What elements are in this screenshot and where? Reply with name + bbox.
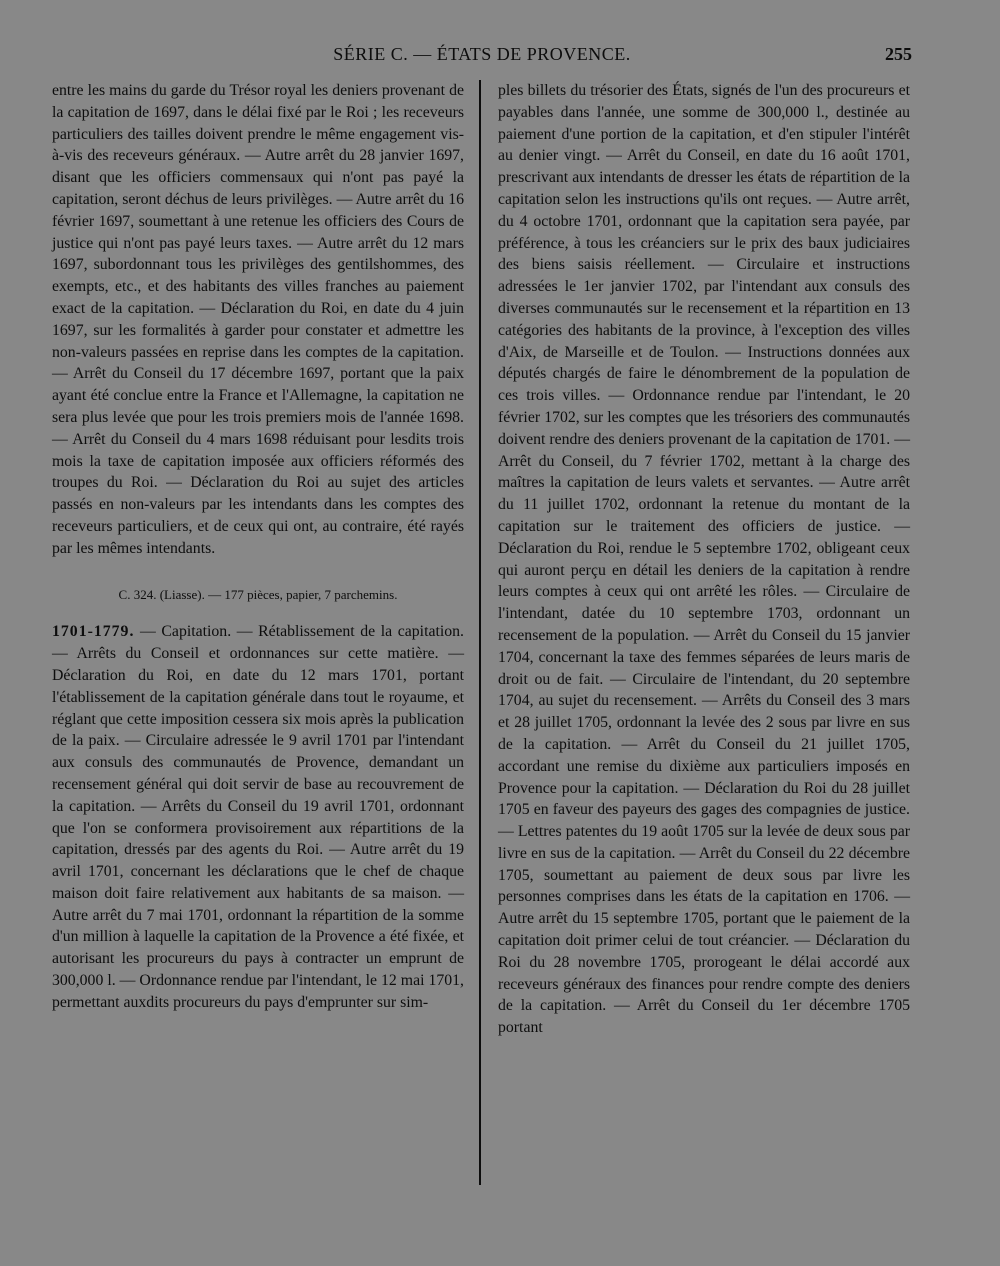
left-paragraph-continued: entre les mains du garde du Trésor royal les deniers provenant de la capitation de 1697, dans le délai fixé par le Roi ; les receveurs particuliers des tailles doivent prendre le même engagement vis-à-vis des receveurs généraux. — Autre arrêt du 28 janvier 1697, disant que les officiers commensaux qui n'ont pas payé la capitation, seront déchus de leurs privilèges. — Autre arrêt du 16 février 1697, soumettant à une retenue les officiers des Cours de justice qui n'ont pas payé leurs taxes. — Autre arrêt du 12 mars 1697, subordonnant tous les privilèges des gentilshommes, des exempts, etc., et des habitants des villes franches au paiement exact de la capitation. — Déclaration du Roi, en date du 4 juin 1697, sur les formalités à garder pour constater et admettre les non-valeurs passées en reprise dans les comptes de la capitation. — Arrêt du Conseil du 17 décembre 1697, portant que la paix ayant été conclue entre la France et l'Allemagne, la capitation ne sera plus levée que pour les trois premiers mois de l'année 1698. — Arrêt du Conseil du 4 mars 1698 réduisant pour lesdits trois mois la taxe de capitation imposée aux officiers réformés des troupes du Roi. — Déclaration du Roi au sujet des articles passés en non-valeurs par les intendants dans les comptes des receveurs particuliers, et de ceux qui ont, au contraire, été rayés par les mêmes intendants.: [52, 82, 464, 557]
page-header: [52, 40, 912, 68]
page-number: 255: [885, 44, 912, 64]
right-paragraph: ples billets du trésorier des États, signés de l'un des procureurs et payables dans l'année, une somme de 300,000 l., destinée au paiement d'une portion de la capitation, et d'en stipuler l'intérêt au denier vingt. — Arrêt du Conseil, en date du 16 août 1701, prescrivant aux intendants de dresser les états de répartition de la capitation selon les instructions qu'ils ont reçues. — Autre arrêt, du 4 octobre 1701, ordonnant que la capitation sera payée, par préférence, à tous les créanciers sur le prix des baux judiciaires des biens saisis réellement. — Circulaire et instructions adressées le 1er janvier 1702, par l'intendant aux consuls des diverses communautés sur le recensement et la répartition en 13 catégories des habitants de la province, à l'exception des villes d'Aix, de Marseille et de Toulon. — Instructions données aux députés chargés de faire le dénombrement de la population de ces trois villes. — Ordonnance rendue par l'intendant, le 20 février 1702, sur les comptes que les trésoriers des communautés doivent rendre des deniers provenant de la capitation de 1701. — Arrêt du Conseil, du 7 février 1702, mettant à la charge des maîtres la capitation de leurs valets et servantes. — Autre arrêt du 11 juillet 1702, ordonnant la retenue du montant de la capitation sur le traitement des officiers de justice. — Déclaration du Roi, rendue le 5 septembre 1702, obligeant ceux qui auront perçu en détail les deniers de la capitation à rendre leurs comptes à ceux qui ont arrêté les rôles. — Circulaire de l'intendant, datée du 10 septembre 1703, ordonnant un recensement de la population. — Arrêt du Conseil du 15 janvier 1704, concernant la taxe des femmes séparées de leurs maris de droit ou de fait. — Circulaire de l'intendant, du 20 septembre 1704, au sujet du recensement. — Arrêts du Conseil des 3 mars et 28 juillet 1705, ordonnant la levée des 2 sous par livre en sus de la capitation. — Arrêt du Conseil du 21 juillet 1705, accordant une remise du dixième aux particuliers imposés en Provence pour la capitation. — Déclaration du Roi du 28 juillet 1705 en faveur des payeurs des gages des compagnies de justice. — Lettres patentes du 19 août 1705 sur la levée de deux sous par livre en sus de la capitation. — Arrêt du Conseil du 22 décembre 1705, soumettant au paiement de deux sous par livre les personnes comprises dans les états de la capitation en 1706. — Autre arrêt du 15 septembre 1705, portant que le paiement de la capitation doit primer celui de tout créancier. — Déclaration du Roi du 28 novembre 1705, prorogeant le délai accordé aux receveurs généraux des finances pour rendre compte des deniers de la capitation. — Arrêt du Conseil du 1er décembre 1705 portant: [498, 82, 910, 1037]
running-title: SÉRIE C. — ÉTATS DE PROVENCE.: [333, 44, 631, 64]
archive-entry-caption: C. 324. (Liasse). — 177 pièces, papier, 7 parchemins.: [118, 586, 398, 602]
column-divider: [479, 80, 481, 1185]
entry-paragraph: [52, 621, 464, 1013]
left-column: [52, 80, 464, 1014]
right-column: [498, 80, 910, 1039]
entry-text: — Capitation. — Rétablissement de la capitation. — Arrêts du Conseil et ordonnances sur cette matière. — Déclaration du Roi, en date du 12 mars 1701, portant l'établissement de la capitation générale dans tout le royaume, et réglant que cette imposition cessera six mois après la publication de la paix. — Circulaire adressée le 9 avril 1701 par l'intendant aux consuls des communautés de Provence, demandant un recensement général qui doit servir de base au recouvrement de la capitation. — Arrêts du Conseil du 19 avril 1701, ordonnant que l'on se conformera provisoirement aux répartitions de la capitation, dressés par des agents du Roi. — Autre arrêt du 19 avril 1701, concernant les déclarations que le chef de chaque maison doit faire relativement aux habitants de sa maison. — Autre arrêt du 7 mai 1701, ordonnant la répartition de la somme d'un million à laquelle la capitation de la Provence a été fixée, et autorisant les procureurs du pays à contracter un emprunt de 300,000 l. — Ordonnance rendue par l'intendant, le 12 mai 1701, permettant auxdits procureurs du pays d'emprunter sur sim-: [52, 623, 464, 1011]
entry-date: 1701-1779.: [52, 623, 135, 641]
